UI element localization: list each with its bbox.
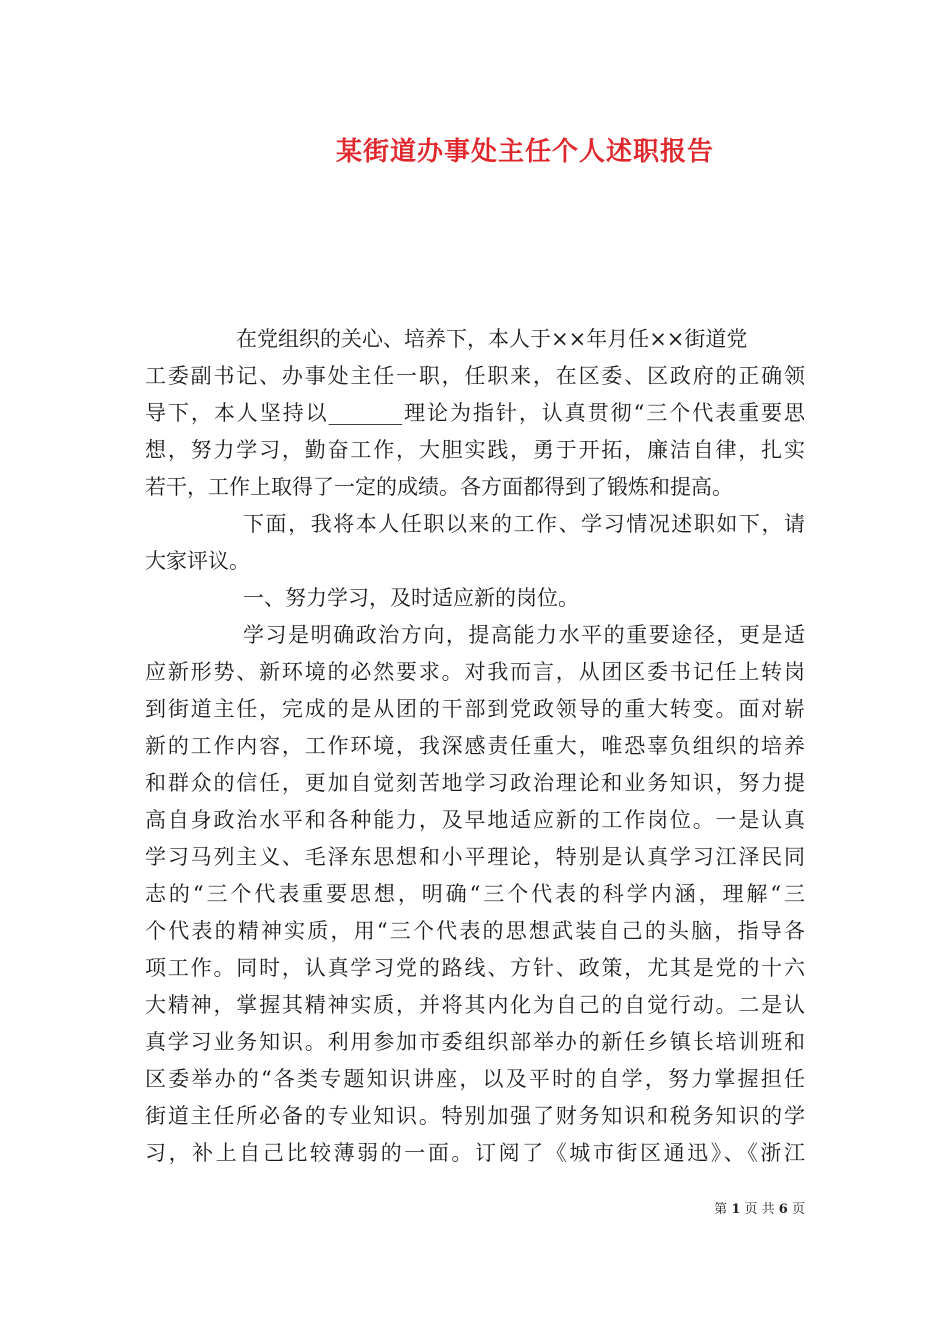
paragraph-line: 导下，本人坚持以_______理论为指针，认真贯彻“三个代表重要思 xyxy=(145,401,805,425)
paragraph-line: 志的“三个代表重要思想，明确“三个代表的科学内涵，理解“三 xyxy=(145,882,805,906)
paragraph-line: 学习是明确政治方向，提高能力水平的重要途径，更是适 xyxy=(243,623,805,647)
paragraph-line: 真学习业务知识。利用参加市委组织部举办的新任乡镇长培训班和 xyxy=(145,1030,805,1054)
paragraph-line: 高自身政治水平和各种能力，及早地适应新的工作岗位。一是认真 xyxy=(145,808,805,832)
paragraph-line: 学习马列主义、毛泽东思想和小平理论，特别是认真学习江泽民同 xyxy=(145,845,805,869)
total-page-number: 6 xyxy=(778,1202,788,1217)
paragraph-line: 习，补上自己比较薄弱的一面。订阅了《城市街区通迅》、《浙江 xyxy=(145,1141,805,1165)
paragraph-line: 到街道主任，完成的是从团的干部到党政领导的重大转变。面对崭 xyxy=(145,697,805,721)
paragraph-line: 下面，我将本人任职以来的工作、学习情况述职如下，请 xyxy=(243,512,805,536)
footer-prefix: 第 xyxy=(714,1202,728,1217)
paragraph-line: 若干，工作上取得了一定的成绩。各方面都得到了锻炼和提高。 xyxy=(145,475,733,499)
page-footer xyxy=(700,1201,805,1219)
paragraph-line: 和群众的信任，更加自觉刻苦地学习政治理论和业务知识，努力提 xyxy=(145,771,805,795)
paragraph-line: 区委举办的“各类专题知识讲座，以及平时的自学，努力掌握担任 xyxy=(145,1067,805,1091)
current-page-number: 1 xyxy=(731,1202,741,1217)
paragraph-line: 新的工作内容，工作环境，我深感责任重大，唯恐辜负组织的培养 xyxy=(145,734,805,758)
paragraph-line: 项工作。同时，认真学习党的路线、方针、政策，尤其是党的十六 xyxy=(145,956,805,980)
paragraph-line: 大精神，掌握其精神实质，并将其内化为自己的自觉行动。二是认 xyxy=(145,993,805,1017)
paragraph-line: 应新形势、新环境的必然要求。对我而言，从团区委书记任上转岗 xyxy=(145,660,805,684)
document-title: 某街道办事处主任个人述职报告 xyxy=(335,137,714,167)
footer-suffix: 页 xyxy=(791,1202,805,1217)
paragraph-line: 想，努力学习，勤奋工作，大胆实践，勇于开拓，廉洁自律，扎实 xyxy=(145,438,805,462)
paragraph-line: 街道主任所必备的专业知识。特别加强了财务知识和税务知识的学 xyxy=(145,1104,805,1128)
section-heading: 一、努力学习，及时适应新的岗位。 xyxy=(243,586,579,610)
paragraph-line: 个代表的精神实质，用“三个代表的思想武装自己的头脑，指导各 xyxy=(145,919,805,943)
paragraph-line: 在党组织的关心、培养下，本人于××年月任××街道党 xyxy=(236,327,748,351)
paragraph-line: 工委副书记、办事处主任一职，任职来，在区委、区政府的正确领 xyxy=(145,364,805,388)
paragraph-line: 大家评议。 xyxy=(145,549,250,573)
footer-middle: 页 共 xyxy=(744,1202,775,1217)
